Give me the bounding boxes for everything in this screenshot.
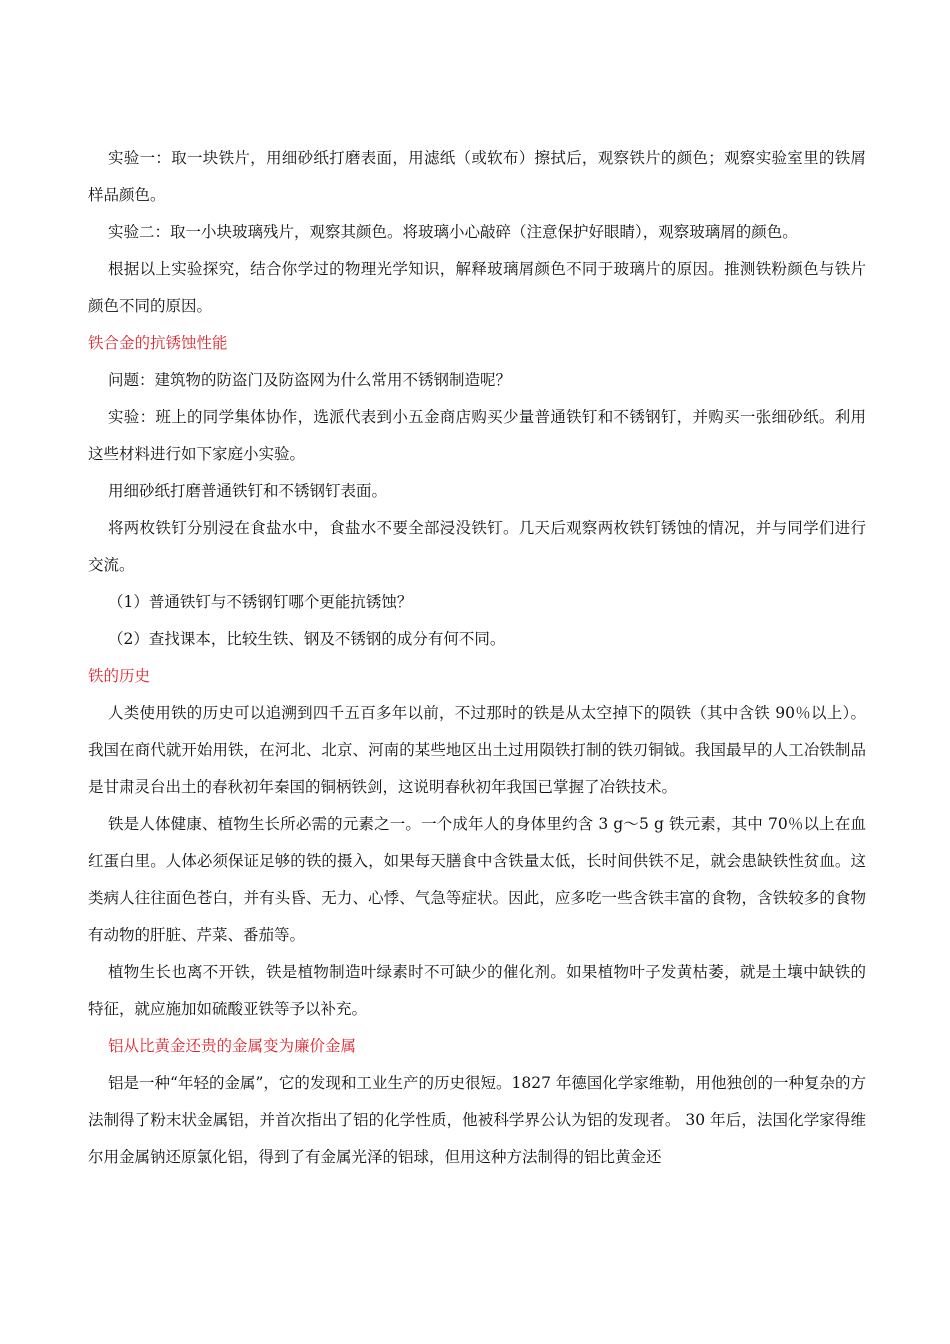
paragraph-history: 人类使用铁的历史可以追溯到四千五百多年以前，不过那时的铁是从太空掉下的陨铁（其中含铁 90％以上）。我国在商代就开始用铁，在河北、北京、河南的某些地区出土过用陨铁打制的铁刃铜钺。我国最早的人工冶铁制品是甘肃灵台出土的春秋初年秦国的铜柄铁剑，这说明春秋初年我国已掌握了冶铁技术。 xyxy=(88,704,866,796)
paragraph-question: 问题：建筑物的防盗门及防盗网为什么常用不锈钢制造呢？ xyxy=(108,371,512,389)
section-heading-aluminum: 铝从比黄金还贵的金属变为廉价金属 xyxy=(108,1037,357,1055)
paragraph-health: 铁是人体健康、植物生长所必需的元素之一。一个成年人的身体里约含 3 g～5 g 铁元素，其中 70％以上在血红蛋白里。人体必须保证足够的铁的摄入，如果每天膳食中含铁量太低，长时间供铁不足，就会患缺铁性贫血。这类病人往往面色苍白，并有头昏、无力、心悸、气急等症状。因此，应多吃一些含铁丰富的食物，含铁较多的食物有动物的肝脏、芹菜、番茄等。 xyxy=(88,815,866,944)
paragraph-step-1: 用细砂纸打磨普通铁钉和不锈钢钉表面。 xyxy=(108,482,388,500)
paragraph-step-2: 将两枚铁钉分别浸在食盐水中，食盐水不要全部浸没铁钉。几天后观察两枚铁钉锈蚀的情况，并与同学们进行交流。 xyxy=(88,519,866,574)
paragraph-experiment-1: 实验一：取一块铁片，用细砂纸打磨表面，用滤纸（或软布）擦拭后，观察铁片的颜色；观察实验室里的铁屑样品颜色。 xyxy=(88,149,866,204)
list-item-question-2: （2）查找课本，比较生铁、钢及不锈钢的成分有何不同。 xyxy=(108,630,506,648)
paragraph-inference: 根据以上实验探究，结合你学过的物理光学知识，解释玻璃屑颜色不同于玻璃片的原因。推测铁粉颜色与铁片颜色不同的原因。 xyxy=(88,260,866,315)
paragraph-experiment-2: 实验二：取一小块玻璃残片，观察其颜色。将玻璃小心敲碎（注意保护好眼睛），观察玻璃屑的颜色。 xyxy=(108,223,798,241)
paragraph-plants: 植物生长也离不开铁，铁是植物制造叶绿素时不可缺少的催化剂。如果植物叶子发黄枯萎，就是土壤中缺铁的特征，就应施加如硫酸亚铁等予以补充。 xyxy=(88,963,866,1018)
paragraph-experiment: 实验：班上的同学集体协作，选派代表到小五金商店购买少量普通铁钉和不锈钢钉，并购买一张细砂纸。利用这些材料进行如下家庭小实验。 xyxy=(88,408,866,463)
paragraph-aluminum: 铝是一种“年轻的金属”，它的发现和工业生产的历史很短。1827 年德国化学家维勒，用他独创的一种复杂的方法制得了粉末状金属铝，并首次指出了铝的化学性质，他被科学界公认为铝的发现者。 30 年后，法国化学家得维尔用金属钠还原氯化铝，得到了有金属光泽的铝球，但用这种方法制得的铝比黄金还 xyxy=(88,1074,866,1166)
list-item-question-1: （1）普通铁钉与不锈钢钉哪个更能抗锈蚀？ xyxy=(108,593,413,611)
document-page xyxy=(88,140,866,1176)
section-heading-corrosion: 铁合金的抗锈蚀性能 xyxy=(88,334,228,352)
section-heading-iron-history: 铁的历史 xyxy=(88,667,151,685)
